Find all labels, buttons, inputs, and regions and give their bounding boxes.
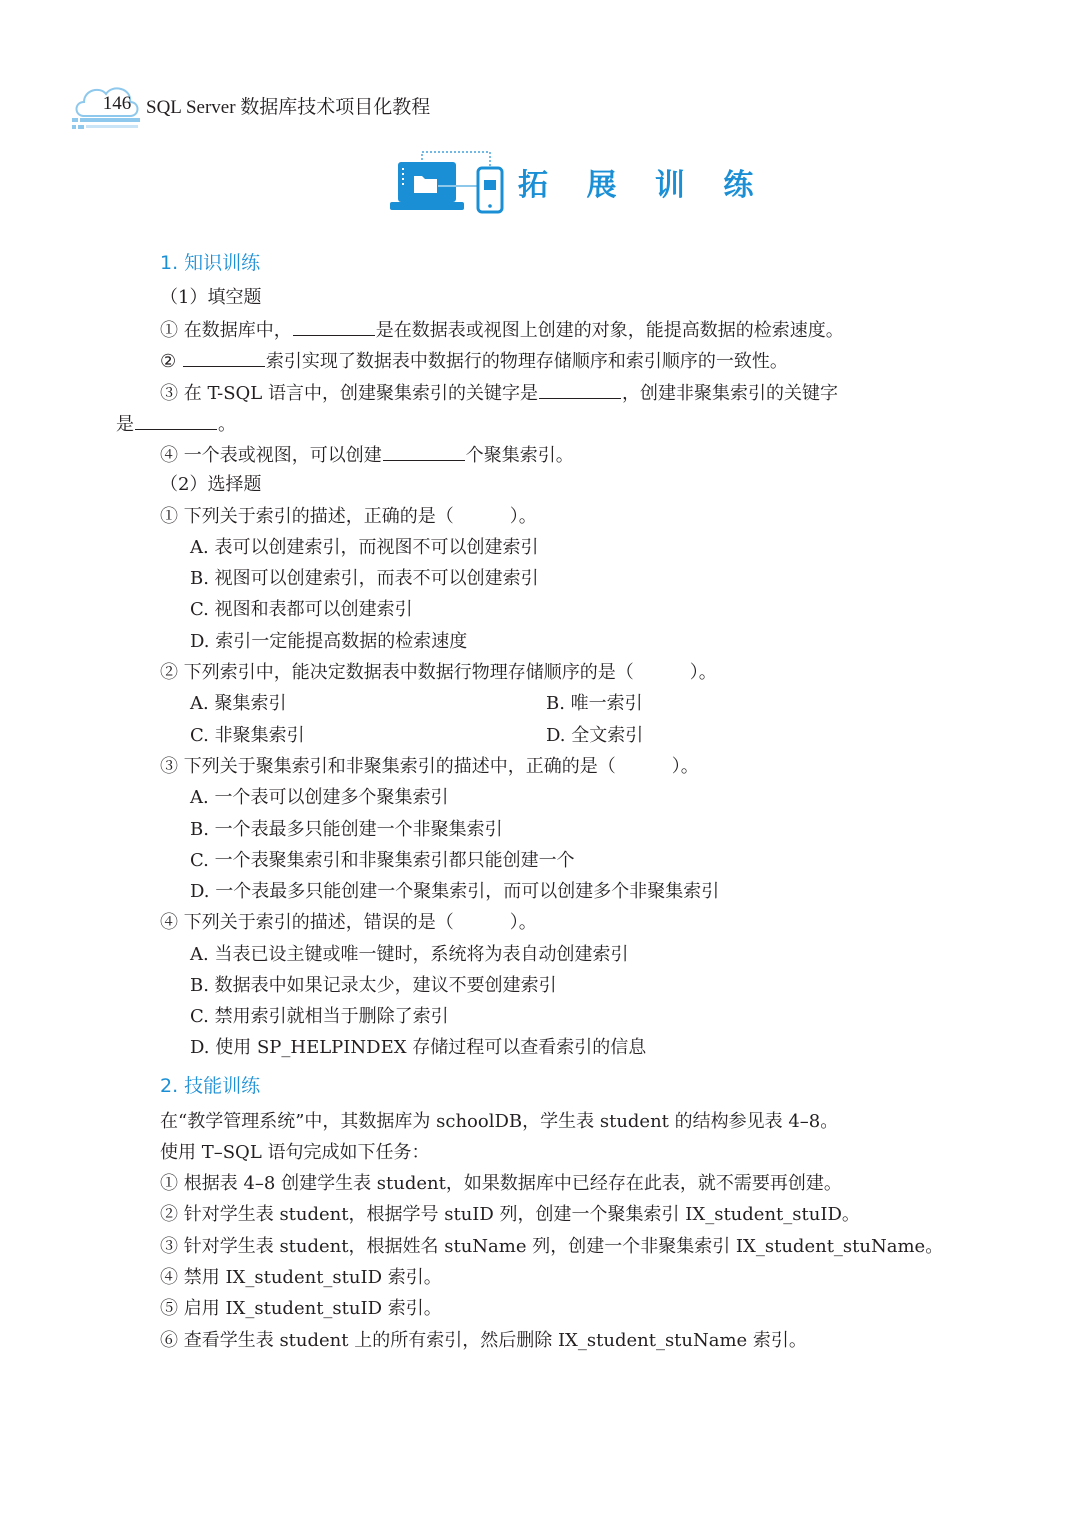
skills-intro: 在“教学管理系统”中，其数据库为 schoolDB，学生表 student 的结构参见表 4–8。 <box>160 1111 839 1132</box>
choice-q2-option-d: D. 全文索引 <box>546 725 644 746</box>
choice-q1-stem-text: ① 下列关于索引的描述，正确的是（ <box>160 506 454 527</box>
section-banner <box>388 150 768 216</box>
fill-q2-text-b: 索引实现了数据表中数据行的物理存储顺序和索引顺序的一致性。 <box>265 351 788 372</box>
fill-q1 <box>160 317 844 343</box>
choice-q2-stem-text: ② 下列索引中，能决定数据表中数据行物理存储顺序的是（ <box>160 662 634 683</box>
choice-q3-stem <box>160 755 699 779</box>
choice-q1-close: ）。 <box>509 506 537 527</box>
fill-q2-text-a: ② <box>160 351 182 372</box>
choice-q3-stem-text: ③ 下列关于聚集索引和非聚集索引的描述中，正确的是（ <box>160 756 616 777</box>
fill-title: （1）填空题 <box>160 287 262 308</box>
choice-q2-option-a: A. 聚集索引 <box>190 693 287 714</box>
answer-blank <box>539 380 621 399</box>
choice-q3-option-a: A. 一个表可以创建多个聚集索引 <box>190 787 449 808</box>
choice-q3-option-b: B. 一个表最多只能创建一个非聚集索引 <box>190 819 503 840</box>
fill-q3-text-c: 是 <box>116 414 134 435</box>
section-title: 拓 展 训 练 <box>518 168 768 203</box>
heading-skills: 2. 技能训练 <box>160 1075 261 1097</box>
skills-task-1: ① 根据表 4–8 创建学生表 student，如果数据库中已经存在此表，就不需要再创建。 <box>160 1173 842 1194</box>
skills-task-6: ⑥ 查看学生表 student 上的所有索引，然后删除 IX_student_stuName 索引。 <box>160 1330 807 1351</box>
skills-task-2: ② 针对学生表 student，根据学号 stuID 列，创建一个聚集索引 IX_student_stuID。 <box>160 1204 860 1225</box>
fill-q3-text-a: ③ 在 T-SQL 语言中，创建聚集索引的关键字是 <box>160 383 538 404</box>
choice-title: （2）选择题 <box>160 474 262 495</box>
choice-q4-stem-text: ④ 下列关于索引的描述，错误的是（ <box>160 912 454 933</box>
choice-q2-option-c: C. 非聚集索引 <box>190 725 305 746</box>
choice-q4-option-c: C. 禁用索引就相当于删除了索引 <box>190 1006 449 1027</box>
answer-blank <box>135 411 217 430</box>
heading-knowledge: 1. 知识训练 <box>160 252 261 274</box>
skills-task-5: ⑤ 启用 IX_student_stuID 索引。 <box>160 1298 442 1319</box>
fill-q3-text-d: 。 <box>218 414 236 435</box>
choice-q1-option-c: C. 视图和表都可以创建索引 <box>190 599 413 620</box>
fill-q3-continued <box>116 411 236 437</box>
answer-blank <box>293 317 375 336</box>
answer-blank <box>183 348 265 367</box>
book-title: SQL Server 数据库技术项目化教程 <box>146 97 431 118</box>
fill-q3 <box>160 380 838 406</box>
choice-q4-stem <box>160 911 537 935</box>
fill-q4 <box>160 442 574 468</box>
choice-q4-option-a: A. 当表已设主键或唯一键时，系统将为表自动创建索引 <box>190 944 629 965</box>
page-number: 146 <box>102 93 132 114</box>
answer-blank <box>383 442 465 461</box>
choice-q1-stem <box>160 505 537 529</box>
fill-q1-text-b: 是在数据表或视图上创建的对象，能提高数据的检索速度。 <box>375 320 844 341</box>
choice-q4-option-d: D. 使用 SP_HELPINDEX 存储过程可以查看索引的信息 <box>190 1037 647 1058</box>
choice-q2-stem <box>160 661 717 685</box>
choice-q3-option-d: D. 一个表最多只能创建一个聚集索引，而可以创建多个非聚集索引 <box>190 881 720 902</box>
fill-q2 <box>160 348 788 374</box>
fill-q3-text-b: ，创建非聚集索引的关键字 <box>621 383 838 404</box>
choice-q4-option-b: B. 数据表中如果记录太少，建议不要创建索引 <box>190 975 557 996</box>
skills-task-4: ④ 禁用 IX_student_stuID 索引。 <box>160 1267 442 1288</box>
choice-q1-option-d: D. 索引一定能提高数据的检索速度 <box>190 631 468 652</box>
choice-q3-close: ）。 <box>671 756 699 777</box>
choice-q1-option-a: A. 表可以创建索引，而视图不可以创建索引 <box>190 537 539 558</box>
choice-q1-option-b: B. 视图可以创建索引，而表不可以创建索引 <box>190 568 539 589</box>
fill-q4-text-a: ④ 一个表或视图，可以创建 <box>160 445 382 466</box>
skills-task-3: ③ 针对学生表 student，根据姓名 stuName 列，创建一个非聚集索引 IX_student_stuName。 <box>160 1236 944 1257</box>
choice-q4-close: ）。 <box>509 912 537 933</box>
fill-q4-text-b: 个聚集索引。 <box>465 445 574 466</box>
fill-q1-text-a: ① 在数据库中， <box>160 320 292 341</box>
choice-q2-close: ）。 <box>689 662 717 683</box>
running-header <box>70 82 490 132</box>
skills-intro-2: 使用 T–SQL 语句完成如下任务： <box>160 1142 430 1163</box>
laptop-phone-icon <box>388 150 508 216</box>
choice-q2-option-b: B. 唯一索引 <box>546 693 643 714</box>
choice-q3-option-c: C. 一个表聚集索引和非聚集索引都只能创建一个 <box>190 850 575 871</box>
